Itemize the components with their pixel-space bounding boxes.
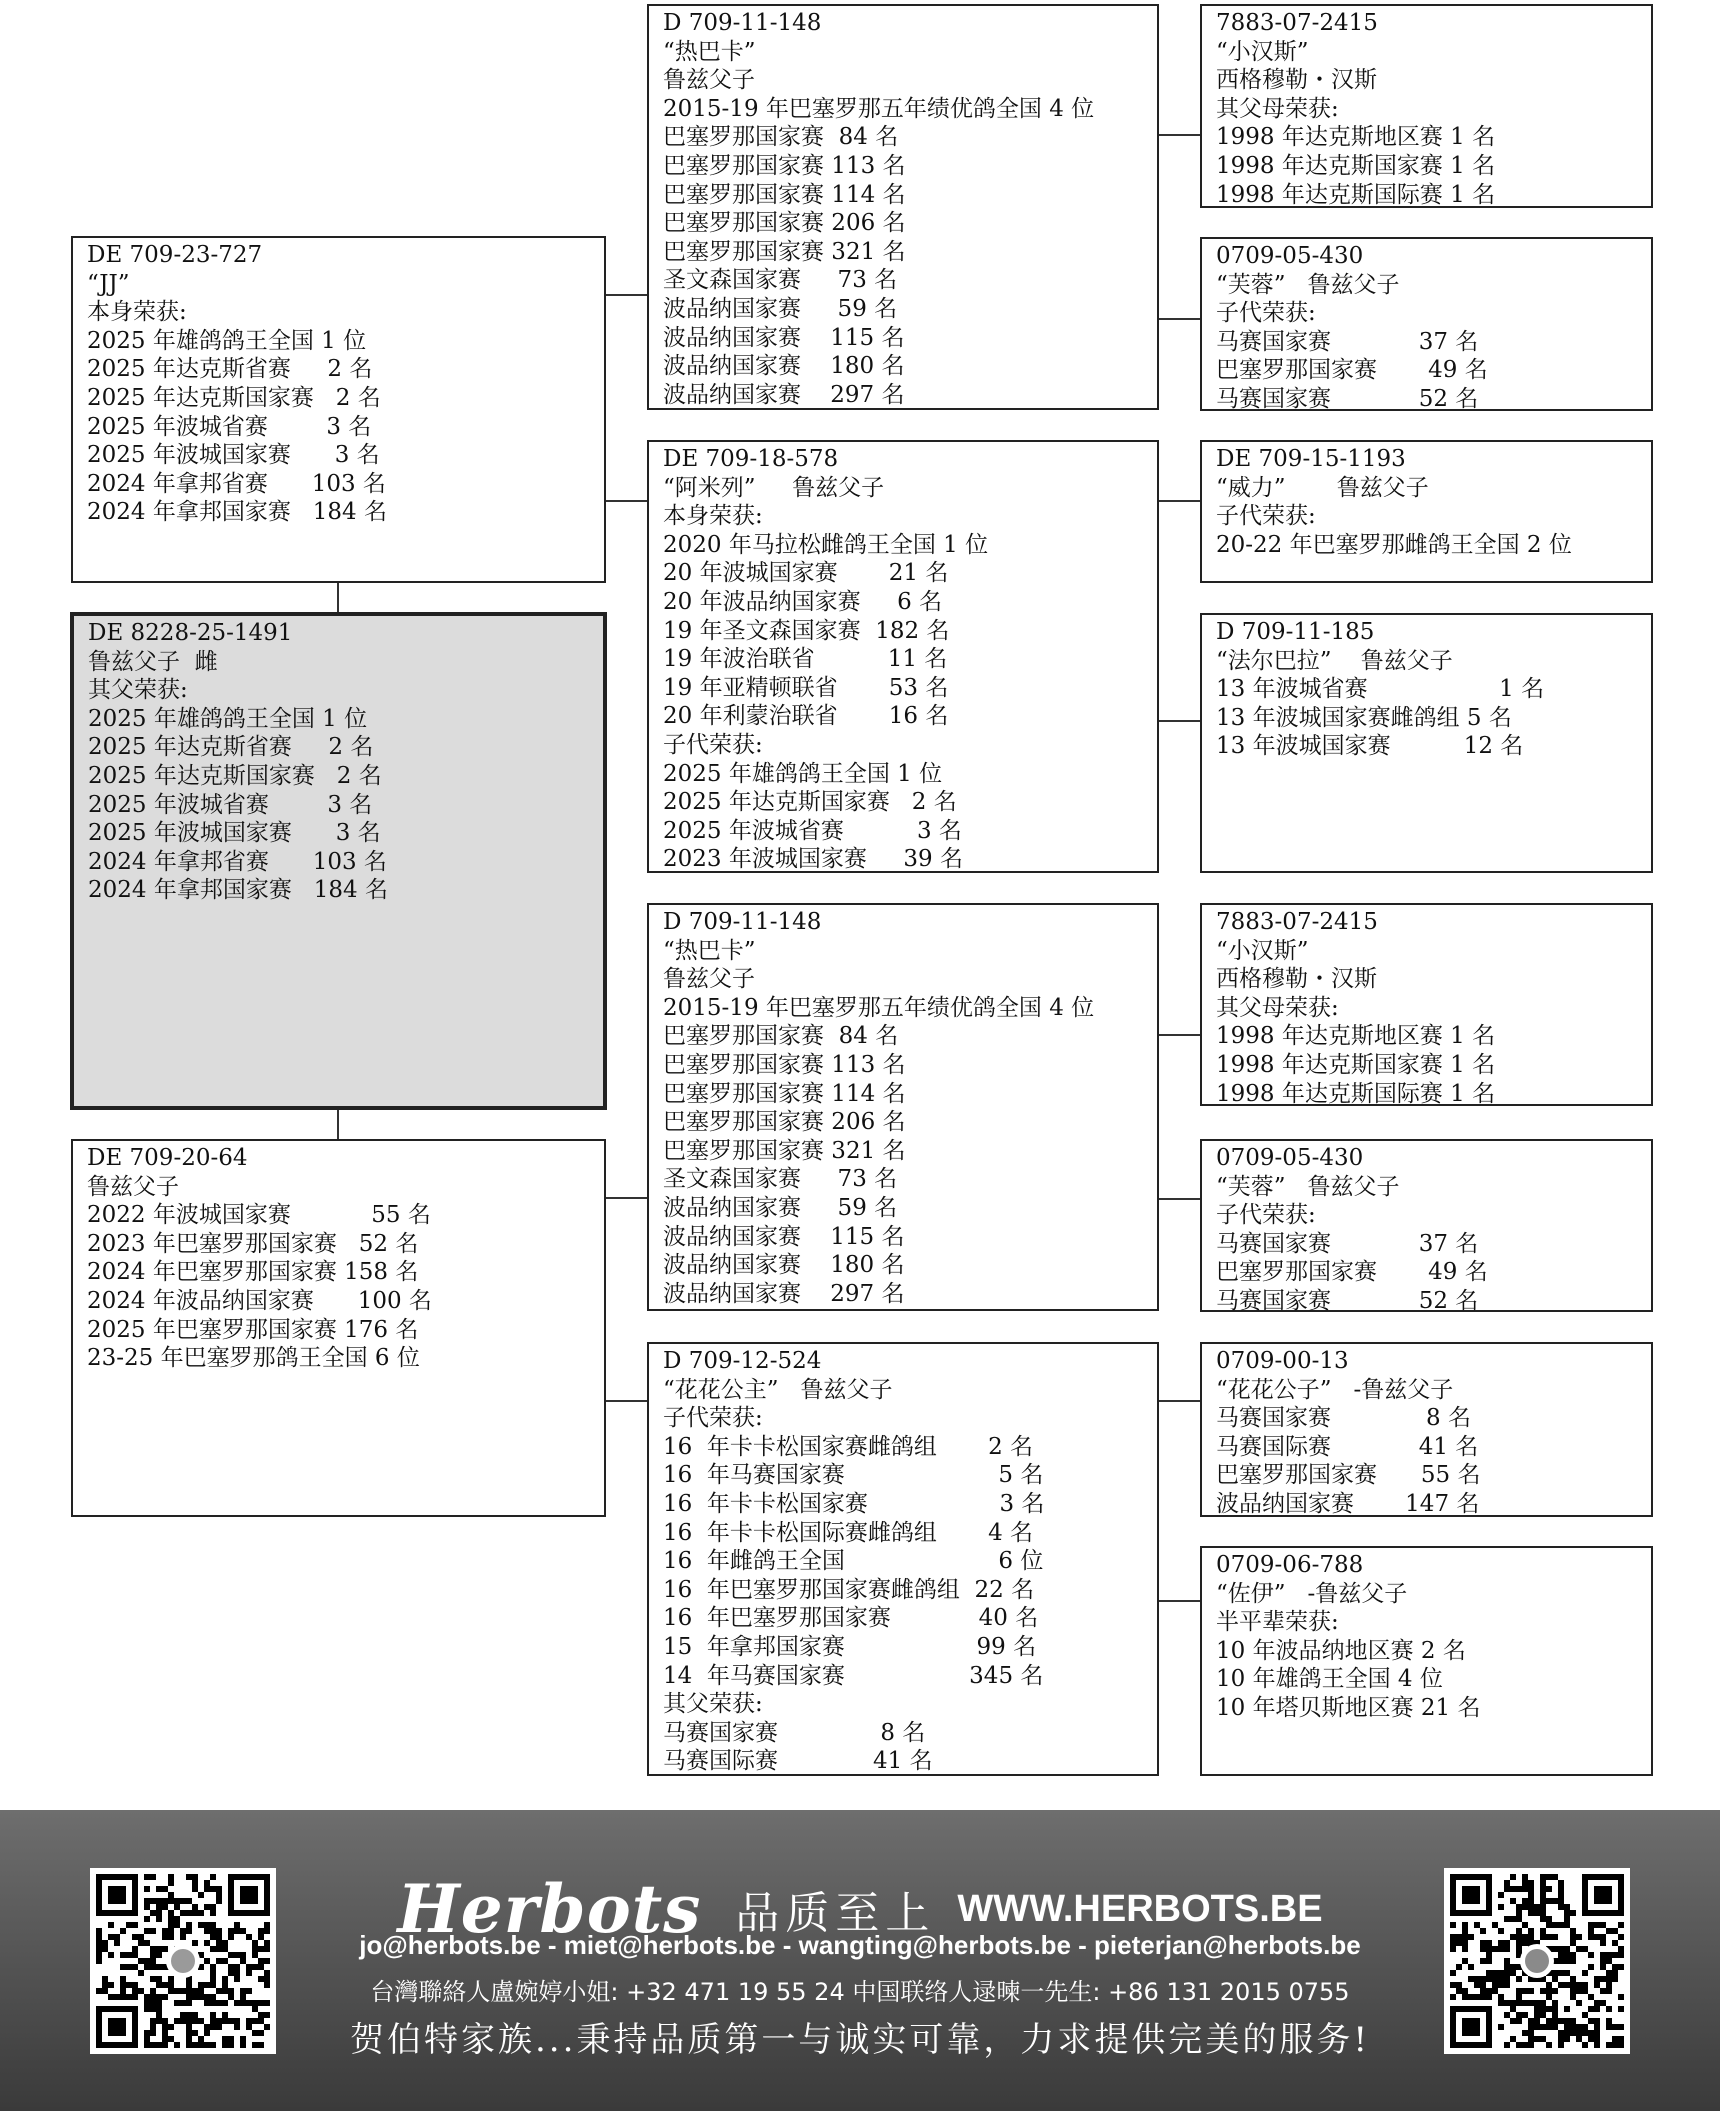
box-text-line: 子代荣获:	[1216, 300, 1316, 327]
box-text-line: 2015-19 年巴塞罗那五年绩优鸽全国 4 位	[663, 95, 1095, 122]
box-text-line: 子代荣获:	[1216, 1202, 1316, 1229]
box-text-line: 巴塞罗那国家赛 114 名	[663, 1080, 906, 1107]
box-text-line: 半平辈荣获:	[1216, 1609, 1339, 1636]
box-text-line: 1998 年达克斯国际赛 1 名	[1216, 1080, 1496, 1107]
pedigree-box-sire-dam-dam	[1200, 613, 1653, 873]
box-text-line: 14 年马赛国家赛 345 名	[663, 1662, 1044, 1689]
box-text-line: 巴塞罗那国家赛 55 名	[1216, 1462, 1481, 1489]
ring-number: 0709-06-788	[1216, 1552, 1364, 1578]
box-text-line: 巴塞罗那国家赛 113 名	[663, 1051, 906, 1078]
box-text-line: “小汉斯”	[1216, 38, 1309, 65]
box-text-line: 本身荣获:	[87, 299, 187, 326]
connector-line	[605, 500, 647, 502]
box-text-line: 10 年雄鸽王全国 4 位	[1216, 1666, 1443, 1693]
ring-number: DE 709-15-1193	[1216, 446, 1406, 472]
box-text-line: 2024 年拿邦国家赛 184 名	[88, 877, 388, 904]
box-text-line: 13 年波城省赛 1 名	[1216, 676, 1545, 703]
box-text-line: “法尔巴拉” 鲁兹父子	[1216, 647, 1453, 674]
box-text-line: 马赛国际赛 41 名	[663, 1748, 933, 1775]
box-text-line: 马赛国际赛 41 名	[1216, 1433, 1479, 1460]
connector-line	[337, 582, 339, 612]
box-text-line: 巴塞罗那国家赛 114 名	[663, 181, 906, 208]
box-text-line: 10 年塔贝斯地区赛 21 名	[1216, 1694, 1481, 1721]
connector-line	[1158, 500, 1200, 502]
pedigree-box-subject	[70, 612, 607, 1110]
qr-code-wechat[interactable]	[1444, 1868, 1630, 2054]
box-text-line: “芙蓉” 鲁兹父子	[1216, 1173, 1400, 1200]
box-text-line: “佐伊” -鲁兹父子	[1216, 1580, 1408, 1607]
box-text-line: 波品纳国家赛 147 名	[1216, 1490, 1480, 1517]
connector-line	[605, 1197, 647, 1199]
box-text-line: 巴塞罗那国家赛 84 名	[663, 1023, 899, 1050]
qr-wechat-icon	[1444, 1868, 1630, 2054]
connector-line	[337, 1110, 339, 1140]
ring-number: DE 8228-25-1491	[88, 620, 293, 646]
box-text-line: 西格穆勒・汉斯	[1216, 966, 1377, 993]
box-text-line: 波品纳国家赛 297 名	[663, 381, 905, 408]
ring-number: 0709-00-13	[1216, 1348, 1349, 1374]
herbots-logo: Herbots	[397, 1870, 702, 1948]
box-text-line: 子代荣获:	[663, 1405, 763, 1432]
box-text-line: 2015-19 年巴塞罗那五年绩优鸽全国 4 位	[663, 994, 1095, 1021]
box-text-line: 巴塞罗那国家赛 321 名	[663, 238, 906, 265]
box-text-line: 2024 年拿邦省赛 103 名	[88, 848, 387, 875]
box-text-line: 鲁兹父子	[663, 966, 755, 993]
pedigree-box-dam-sire-sire	[1200, 903, 1653, 1106]
box-text-line: 其父母荣获:	[1216, 95, 1339, 122]
box-text-line: 2025 年波城国家赛 3 名	[88, 820, 381, 847]
box-text-line: 波品纳国家赛 115 名	[663, 1223, 905, 1250]
pedigree-box-sire-dam-sire	[1200, 440, 1653, 583]
box-text-line: 圣文森国家赛 73 名	[663, 267, 898, 294]
box-text-line: 鲁兹父子 雌	[88, 648, 218, 675]
box-text-line: 波品纳国家赛 59 名	[663, 1194, 898, 1221]
box-text-line: 其父母荣获:	[1216, 994, 1339, 1021]
box-text-line: 19 年亚精顿联省 53 名	[663, 674, 949, 701]
box-text-line: 2025 年雄鸽鸽王全国 1 位	[87, 327, 367, 354]
box-text-line: 巴塞罗那国家赛 84 名	[663, 124, 899, 151]
box-text-line: 其父荣获:	[663, 1691, 763, 1718]
ring-number: DE 709-20-64	[87, 1145, 248, 1171]
box-text-line: 10 年波品纳地区赛 2 名	[1216, 1637, 1466, 1664]
box-text-line: 2024 年拿邦国家赛 184 名	[87, 499, 387, 526]
ring-number: 0709-05-430	[1216, 1145, 1364, 1171]
box-text-line: “小汉斯”	[1216, 937, 1309, 964]
box-text-line: 巴塞罗那国家赛 113 名	[663, 152, 906, 179]
box-text-line: “阿米列” 鲁兹父子	[663, 474, 885, 501]
box-text-line: 16 年卡卡松国家赛 3 名	[663, 1490, 1045, 1517]
contact-emails[interactable]: jo@herbots.be - miet@herbots.be - wangting@herbots.be - pieterjan@herbots.be	[359, 1930, 1361, 1960]
box-text-line: “JJ”	[87, 270, 130, 297]
box-text-line: 2023 年巴塞罗那国家赛 52 名	[87, 1230, 419, 1257]
box-text-line: 1998 年达克斯国际赛 1 名	[1216, 181, 1496, 208]
box-text-line: 2025 年达克斯国家赛 2 名	[88, 762, 382, 789]
box-text-line: 2025 年波城国家赛 3 名	[87, 442, 380, 469]
connector-line	[1158, 1400, 1200, 1402]
box-text-line: 13 年波城国家赛 12 名	[1216, 733, 1524, 760]
box-text-line: 2025 年波城省赛 3 名	[87, 413, 372, 440]
box-text-line: 圣文森国家赛 73 名	[663, 1166, 898, 1193]
pedigree-box-dam	[71, 1139, 606, 1517]
box-text-line: 2024 年拿邦省赛 103 名	[87, 470, 386, 497]
connector-line	[1158, 318, 1200, 320]
box-text-line: 子代荣获:	[1216, 503, 1316, 530]
box-text-line: 1998 年达克斯地区赛 1 名	[1216, 1023, 1496, 1050]
box-text-line: 2025 年达克斯省赛 2 名	[88, 734, 374, 761]
box-text-line: 16 年卡卡松国家赛雌鸽组 2 名	[663, 1433, 1034, 1460]
slogan: 品质至上	[735, 1888, 936, 1939]
box-text-line: 波品纳国家赛 59 名	[663, 295, 898, 322]
box-text-line: 1998 年达克斯国家赛 1 名	[1216, 152, 1496, 179]
box-text-line: “花花公主” 鲁兹父子	[663, 1376, 893, 1403]
box-text-line: 2024 年波品纳国家赛 100 名	[87, 1287, 432, 1314]
box-text-line: 13 年波城国家赛雌鸽组 5 名	[1216, 704, 1512, 731]
box-text-line: 马赛国家赛 8 名	[1216, 1405, 1471, 1432]
box-text-line: 15 年拿邦国家赛 99 名	[663, 1633, 1037, 1660]
box-text-line: “热巴卡”	[663, 937, 756, 964]
ring-number: D 709-11-185	[1216, 619, 1375, 645]
box-text-line: 波品纳国家赛 297 名	[663, 1280, 905, 1307]
company-motto: 贺伯特家族...秉持品质第一与诚实可靠，力求提供完美的服务!	[349, 2020, 1371, 2060]
box-text-line: 巴塞罗那国家赛 206 名	[663, 1109, 906, 1136]
box-text-line: 20 年波城国家赛 21 名	[663, 560, 949, 587]
box-text-line: 马赛国家赛 37 名	[1216, 1230, 1479, 1257]
connector-line	[1158, 134, 1200, 136]
box-text-line: 巴塞罗那国家赛 49 名	[1216, 1259, 1488, 1286]
box-text-line: 马赛国家赛 8 名	[663, 1719, 926, 1746]
footer-banner	[0, 1810, 1720, 2111]
ring-number: 7883-07-2415	[1216, 909, 1378, 935]
box-text-line: 20 年波品纳国家赛 6 名	[663, 588, 943, 615]
box-text-line: 2025 年达克斯省赛 2 名	[87, 356, 373, 383]
box-text-line: 鲁兹父子	[663, 67, 755, 94]
ring-number: D 709-11-148	[663, 909, 822, 935]
pedigree-box-dam-sire-dam	[1200, 1139, 1653, 1312]
connector-line	[605, 294, 647, 296]
box-text-line: 20 年利蒙治联省 16 名	[663, 703, 949, 730]
pedigree-box-sire-sire	[647, 4, 1159, 410]
box-text-line: 巴塞罗那国家赛 321 名	[663, 1137, 906, 1164]
connector-line	[1158, 720, 1200, 722]
box-text-line: “芙蓉” 鲁兹父子	[1216, 271, 1400, 298]
box-text-line: 2025 年巴塞罗那国家赛 176 名	[87, 1316, 419, 1343]
ring-number: DE 709-23-727	[87, 242, 263, 268]
connector-line	[605, 1400, 647, 1402]
pedigree-box-sire-sire-sire	[1200, 4, 1653, 208]
connector-line	[1158, 1600, 1200, 1602]
box-text-line: 2025 年达克斯国家赛 2 名	[663, 789, 957, 816]
box-text-line: 波品纳国家赛 180 名	[663, 1252, 905, 1279]
box-text-line: 2023 年波城国家赛 39 名	[663, 846, 963, 873]
pedigree-box-sire-sire-dam	[1200, 237, 1653, 411]
pedigree-box-dam-dam-sire	[1200, 1342, 1653, 1517]
pedigree-box-dam-dam-dam	[1200, 1546, 1653, 1776]
box-text-line: 2025 年雄鸽鸽王全国 1 位	[663, 760, 943, 787]
box-text-line: 波品纳国家赛 180 名	[663, 353, 905, 380]
box-text-line: 其父荣获:	[88, 677, 188, 704]
box-text-line: 23-25 年巴塞罗那鸽王全国 6 位	[87, 1345, 420, 1372]
box-text-line: 2025 年达克斯国家赛 2 名	[87, 384, 381, 411]
box-text-line: 19 年波治联省 11 名	[663, 646, 948, 673]
box-text-line: 1998 年达克斯国家赛 1 名	[1216, 1051, 1496, 1078]
ring-number: 7883-07-2415	[1216, 10, 1378, 36]
box-text-line: 2025 年波城省赛 3 名	[663, 817, 962, 844]
ring-number: D 709-11-148	[663, 10, 822, 36]
pedigree-box-dam-sire	[647, 903, 1159, 1311]
box-text-line: 16 年马赛国家赛 5 名	[663, 1462, 1044, 1489]
box-text-line: 1998 年达克斯地区赛 1 名	[1216, 124, 1496, 151]
box-text-line: 巴塞罗那国家赛 49 名	[1216, 357, 1488, 384]
pedigree-box-sire-dam	[647, 440, 1159, 873]
box-text-line: “威力” 鲁兹父子	[1216, 474, 1429, 501]
ring-number: DE 709-18-578	[663, 446, 839, 472]
ring-number: 0709-05-430	[1216, 243, 1364, 269]
box-text-line: 本身荣获:	[663, 503, 763, 530]
box-text-line: 马赛国家赛 52 名	[1216, 385, 1479, 412]
box-text-line: 16 年卡卡松国际赛雌鸽组 4 名	[663, 1519, 1034, 1546]
website-link[interactable]: WWW.HERBOTS.BE	[957, 1887, 1323, 1930]
connector-line	[1158, 1198, 1200, 1200]
ring-number: D 709-12-524	[663, 1348, 822, 1374]
box-text-line: 2025 年波城省赛 3 名	[88, 791, 373, 818]
box-text-line: 波品纳国家赛 115 名	[663, 324, 905, 351]
box-text-line: 20-22 年巴塞罗那雌鸽王全国 2 位	[1216, 531, 1572, 558]
box-text-line: 鲁兹父子	[87, 1173, 179, 1200]
box-text-line: 巴塞罗那国家赛 206 名	[663, 210, 906, 237]
box-text-line: 19 年圣文森国家赛 182 名	[663, 617, 950, 644]
box-text-line: 2022 年波城国家赛 55 名	[87, 1202, 431, 1229]
pedigree-box-sire	[71, 236, 606, 583]
box-text-line: 16 年巴塞罗那国家赛 40 名	[663, 1605, 1039, 1632]
box-text-line: 西格穆勒・汉斯	[1216, 67, 1377, 94]
box-text-line: 2025 年雄鸽鸽王全国 1 位	[88, 705, 368, 732]
box-text-line: 马赛国家赛 37 名	[1216, 328, 1479, 355]
box-text-line: 马赛国家赛 52 名	[1216, 1287, 1479, 1314]
connector-line	[1158, 1034, 1200, 1036]
box-text-line: “花花公子” -鲁兹父子	[1216, 1376, 1454, 1403]
pedigree-box-dam-dam	[647, 1342, 1159, 1776]
box-text-line: 2020 年马拉松雌鸽王全国 1 位	[663, 531, 989, 558]
box-text-line: 子代荣获:	[663, 731, 763, 758]
box-text-line: “热巴卡”	[663, 38, 756, 65]
contact-phones: 台灣聯絡人盧婉婷小姐: +32 471 19 55 24 中国联络人逯暕一先生: +86 131 2015 0755	[370, 1978, 1350, 2006]
box-text-line: 16 年雌鸽王全国 6 位	[663, 1548, 1044, 1575]
box-text-line: 2024 年巴塞罗那国家赛 158 名	[87, 1259, 419, 1286]
box-text-line: 16 年巴塞罗那国家赛雌鸽组 22 名	[663, 1576, 1035, 1603]
